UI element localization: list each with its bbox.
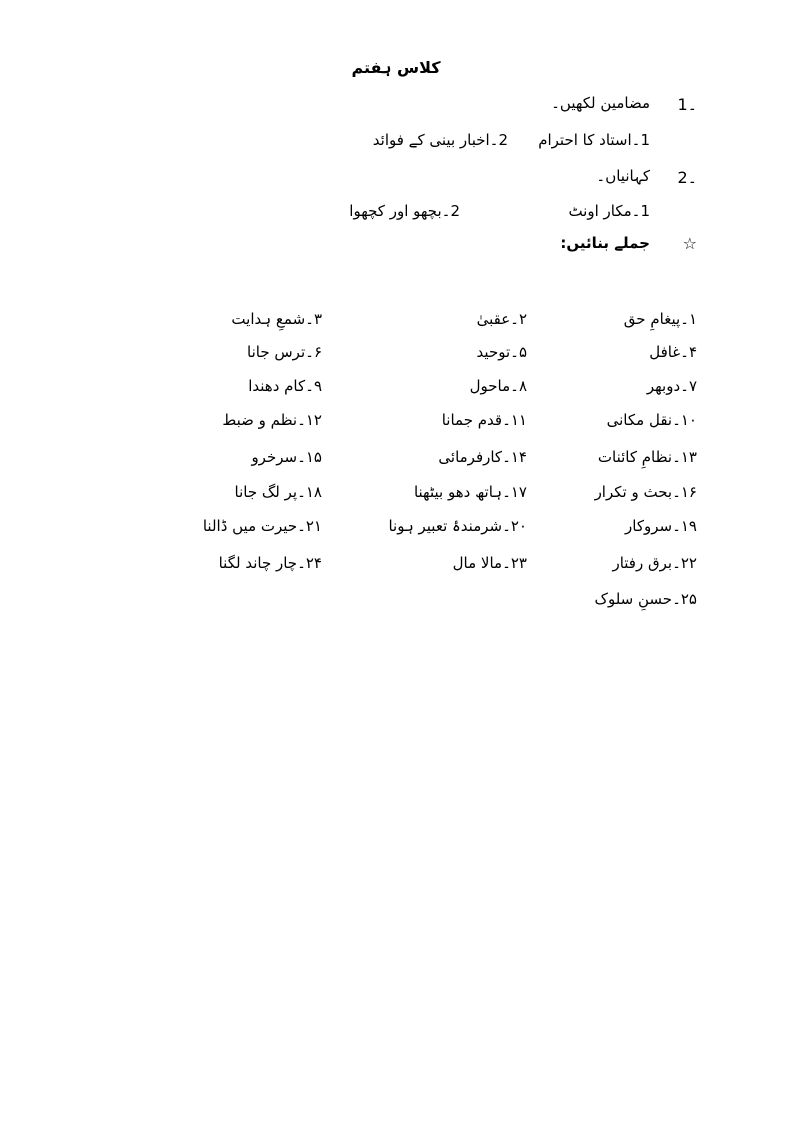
section-1-number: 1۔ [677,95,697,114]
page-title: کلاس ہفتم [351,58,441,77]
word-item-8: ۸۔ماحول [469,377,527,395]
star-icon: ☆ [682,234,697,253]
word-item-19: ۱۹۔سروکار [625,517,697,535]
word-item-13: ۱۳۔نظامِ کائنات [597,448,697,466]
word-item-2: ۲۔عقبیٰ [476,310,527,328]
word-item-10: ۱۰۔نقل مکانی [606,411,697,429]
word-item-5: ۵۔توحید [476,343,527,361]
word-item-1: ۱۔پیغامِ حق [623,310,697,328]
section-1-item-1: 1۔استاد کا احترام [538,131,650,149]
section-2-number: 2۔ [677,168,697,187]
section-2-item-2: 2۔بچھو اور کچھوا [349,202,460,220]
word-item-12: ۱۲۔نظم و ضبط [222,411,322,429]
word-item-6: ۶۔ترس جانا [247,343,322,361]
word-item-9: ۹۔کام دھندا [248,377,322,395]
word-item-23: ۲۳۔مالا مال [452,554,527,572]
section-1-item-2: 2۔اخبار بینی کے فوائد [372,131,508,149]
word-item-21: ۲۱۔حیرت میں ڈالنا [202,517,322,535]
word-item-22: ۲۲۔برق رفتار [612,554,697,572]
word-item-24: ۲۴۔چار چاند لگنا [218,554,322,572]
word-item-3: ۳۔شمعِ ہدایت [231,310,322,328]
word-item-25: ۲۵۔حسنِ سلوک [594,590,697,608]
section-2-item-1: 1۔مکار اونٹ [568,202,650,220]
word-item-18: ۱۸۔پر لگ جانا [234,483,322,501]
section-2-heading: کہانیاں۔ [596,167,650,185]
section-1-heading: مضامین لکھیں۔ [551,94,650,112]
word-item-20: ۲۰۔شرمندۂ تعبیر ہونا [388,517,527,535]
word-item-16: ۱۶۔بحث و تکرار [594,483,697,501]
word-item-4: ۴۔غافل [649,343,697,361]
word-item-7: ۷۔دوبھر [646,377,697,395]
word-item-17: ۱۷۔ہاتھ دھو بیٹھنا [413,483,527,501]
section-3-heading: جملے بنائیں: [560,234,650,252]
word-item-14: ۱۴۔کارفرمائی [438,448,527,466]
word-item-15: ۱۵۔سرخرو [251,448,322,466]
word-item-11: ۱۱۔قدم جمانا [441,411,527,429]
